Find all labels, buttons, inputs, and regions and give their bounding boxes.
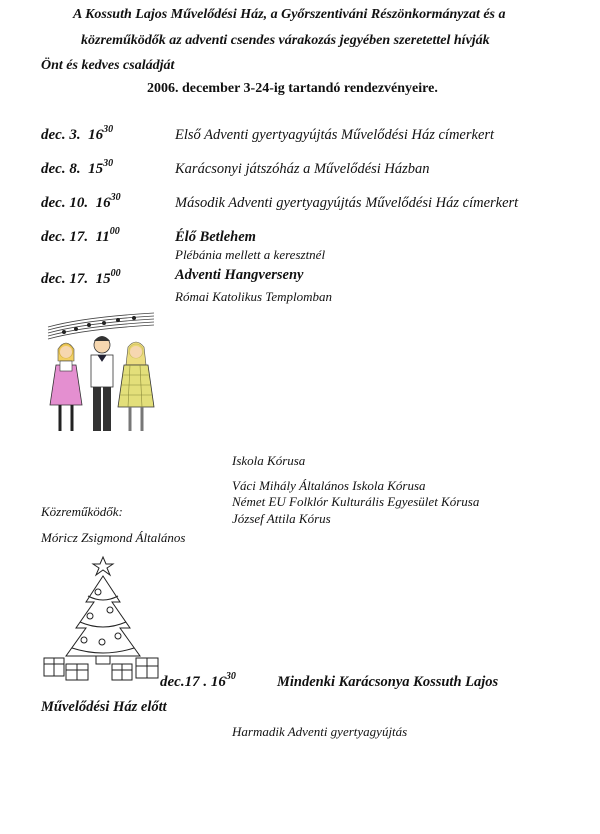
event-2-date: dec. 8. $15^{30}$ [41,158,114,177]
christmas-tree-illustration [38,552,168,687]
choir-first: Iskola Kórusa [232,453,306,468]
event-3-title: Második Adventi gyertyagyújtás Művelődési Ház címerkert [175,195,519,211]
event-2-title: Karácsonyi játszóház a Művelődési Házban [175,161,430,177]
contributors-label: Közreműködők: [41,504,123,519]
header-line-3: Önt és kedves családját [41,58,175,73]
choir-item-2: Német EU Folklór Kulturális Egyesület Kórusa [232,494,480,509]
event-5-subtitle: Római Katolikus Templomban [175,289,332,304]
event-3-date: dec. 10. $16^{30}$ [41,192,121,211]
final-event-title: Mindenki Karácsonya Kossuth Lajos [277,674,499,690]
choir-item-1: Váci Mihály Általános Iskola Kórusa [232,478,426,493]
header-line-2: közreműködők az adventi csendes várakozás jegyében szeretettel hívják [81,33,490,48]
event-4-date: dec. 17. $11^{00}$ [41,226,120,245]
event-5-date: dec. 17. $15^{00}$ [41,268,121,287]
event-5-title: Adventi Hangverseny [175,267,304,283]
final-event-title-cont: Művelődési Ház előtt [41,699,167,715]
event-4-subtitle: Plébánia mellett a keresztnél [175,247,326,262]
event-1-date: dec. 3. $16^{30}$ [41,124,114,143]
contributors-first: Móricz Zsigmond Általános [41,530,186,545]
final-event-date: dec.17 . $16^{30}$ [160,671,236,690]
children-singers-illustration [44,305,164,445]
event-4-title: Élő Betlehem [175,229,256,245]
header-line-4: 2006. december 3-24-ig tartandó rendezvényeire. [147,81,438,96]
event-1-title: Első Adventi gyertyagyújtás Művelődési Ház címerkert [175,127,495,143]
choir-item-3: József Attila Kórus [232,511,331,526]
final-event-subtitle: Harmadik Adventi gyertyagyújtás [232,724,408,739]
header-line-1: A Kossuth Lajos Művelődési Ház, a Győrszentiváni Részönkormányzat és a [73,7,506,22]
